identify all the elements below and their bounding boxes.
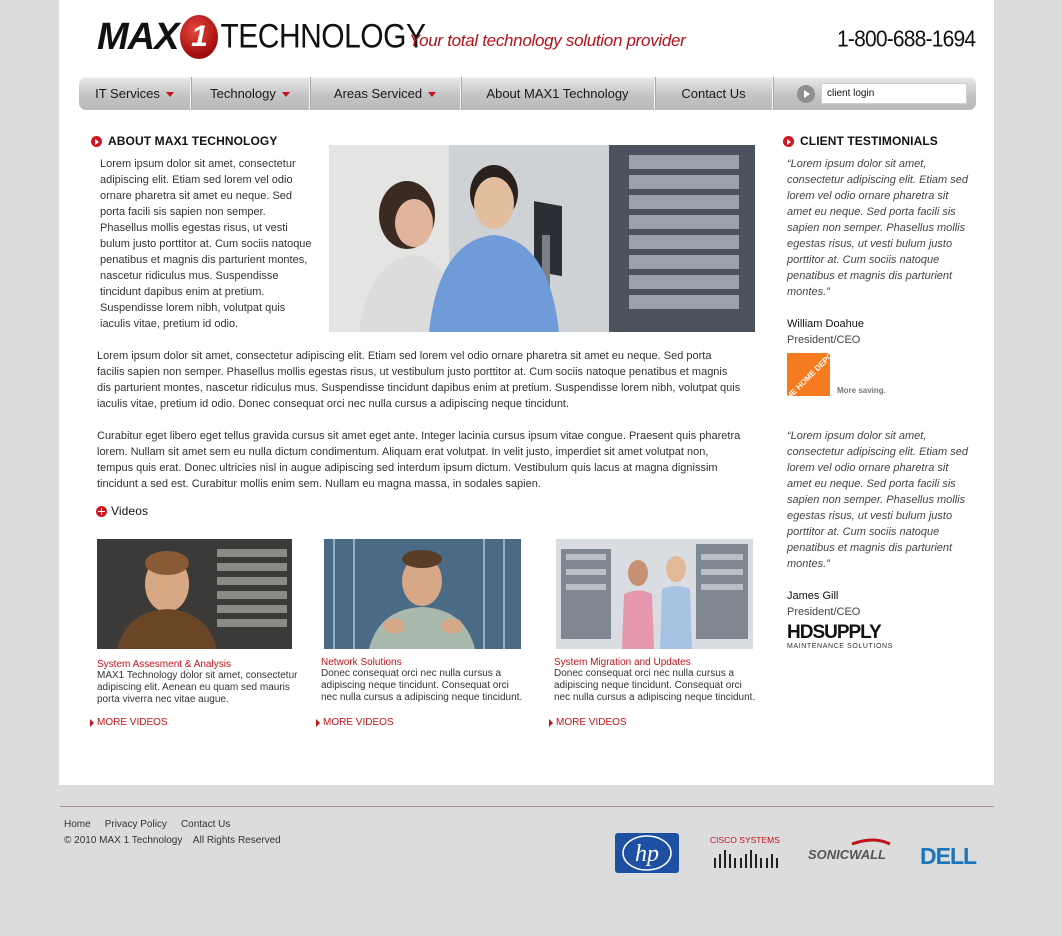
dell-text: DELL: [920, 843, 977, 869]
video-description: Donec consequat orci nec nulla cursus a adipiscing neque tincidunt. Consequat orci nec nulla cursus a adipiscing neque tincidunt.: [321, 668, 523, 703]
video-card: [97, 539, 302, 706]
sonicwall-logo: [808, 838, 892, 869]
hp-logo-mark: [615, 833, 679, 873]
logo-text: THE HOME DEPOT: [781, 347, 839, 405]
cisco-text: CISCO SYSTEMS: [710, 835, 780, 845]
arrow-right-icon: [90, 719, 94, 727]
about-heading: [91, 134, 277, 148]
footer-link-contact[interactable]: Contact Us: [180, 819, 231, 830]
nav-areas-serviced[interactable]: [310, 77, 461, 110]
more-videos-label: MORE VIDEOS: [97, 717, 168, 728]
video-title[interactable]: Network Solutions: [321, 657, 402, 668]
login-go-icon[interactable]: [797, 85, 815, 103]
author-role: President/CEO: [787, 606, 861, 618]
hero-photo-illustration: [329, 145, 755, 332]
bullet-arrow-icon: [783, 136, 794, 147]
video-thumb-image: [97, 539, 292, 649]
main-nav: [79, 77, 976, 110]
dropdown-arrow-icon: [166, 92, 174, 97]
dropdown-arrow-icon: [282, 92, 290, 97]
testimonial-quote: “Lorem ipsum dolor sit amet, consectetur adipiscing elit. Etiam sed lorem vel odio ornare pharetra sit amet eu neque. Sed porta facili sis sapien non semper. Phasellus mollis egestas risus, ut vesti bulum justo porttitor at. Cum sociis natoque penatibus et magnis dis parturient montes.”: [787, 158, 968, 298]
testimonial-author: [787, 316, 864, 348]
video-title[interactable]: System Migration and Updates: [554, 657, 691, 668]
logo-technology-text: TECHNOLOGY: [220, 17, 426, 56]
bullet-arrow-icon: [91, 136, 102, 147]
sonicwall-text: SONICWALL: [808, 847, 886, 862]
nav-label: Technology: [210, 86, 276, 101]
footer-links: [64, 819, 230, 830]
dell-logo-mark: [920, 843, 992, 867]
cisco-logo-mark: [710, 834, 780, 870]
arrow-right-icon: [316, 719, 320, 727]
sonicwall-logo-mark: [808, 838, 892, 864]
footer-link-home[interactable]: Home: [64, 819, 91, 830]
nav-label: About MAX1 Technology: [486, 86, 629, 101]
about-paragraph-1: Lorem ipsum dolor sit amet, consectetur adipiscing elit. Etiam sed lorem vel odio ornare pharetra sit amet eu neque. Sed porta facilis sapien non semper. Phasellus mollis egestas risus, ut vestibulum justo porttitor at. Cum sociis natoque penatibus et magnis dis parturient montes, nascetur ridiculus mus. Suspendisse tincidunt dapibus enim at pretium. Suspendisse lorem nibh, volutpat quis iaculis vitae, pretium id odio. Donec consequat orci nec nulla cursus a adipiscing neque tincidunt.: [97, 350, 741, 410]
testimonial-quote: “Lorem ipsum dolor sit amet, consectetur adipiscing elit. Etiam sed lorem vel odio ornare pharetra sit amet eu neque. Sed porta facili sis sapien non semper. Phasellus mollis egestas risus, ut vesti bulum justo porttitor at. Cum sociis natoque penatibus et magnis dis parturient montes.”: [787, 430, 968, 570]
testimonial-author: [787, 588, 860, 620]
hero-image: [329, 145, 755, 332]
testimonials-heading: [783, 134, 938, 148]
page-container: [59, 0, 994, 785]
tagline: Your total technology solution provider: [409, 31, 686, 50]
footer-divider: [60, 806, 994, 807]
more-videos-link[interactable]: [90, 717, 168, 728]
more-videos-link[interactable]: [549, 717, 627, 728]
video-thumb-image: [324, 539, 521, 649]
arrow-right-icon: [549, 719, 553, 727]
nav-label: Areas Serviced: [333, 86, 423, 101]
copyright: © 2010 MAX 1 Technology All Rights Reserved: [64, 835, 281, 846]
video-title[interactable]: System Assesment & Analysis: [97, 659, 231, 670]
videos-title: Videos: [111, 504, 149, 518]
client-login: [797, 83, 967, 104]
dropdown-arrow-icon: [428, 92, 436, 97]
nav-about[interactable]: [461, 77, 655, 110]
videos-heading: [96, 504, 148, 518]
video-description: MAX1 Technology dolor sit amet, consectetur adipiscing elit. Aenean eu quam sed mauris porta viverra nec vitae augue.: [97, 670, 298, 705]
hp-logo: [615, 833, 679, 878]
max1-logo[interactable]: [97, 12, 425, 62]
testimonials-title: CLIENT TESTIMONIALS: [800, 134, 938, 148]
nav-label: IT Services: [95, 86, 160, 101]
about-paragraph-2: Curabitur eget libero eget tellus gravida cursus sit amet eget ante. Integer lacinia cursus ipsum vitae congue. Praesent quis pharetra lorem. Nullam sit amet sem eu nulla dictum condimentum. Aliquam erat volutpat. In velit justo, imperdiet sit amet volutpat non, tempus quis erat. Donec ultricies nisl in augue adipiscing sed interdum ipsum dictum. Vestibulum quis lacus at magna dignissim tincidunt a sed est. Curabitur mollis enim sem. Nullam eu magna massa, in sodales sapien.: [97, 430, 741, 490]
logo-slogan: More saving.: [837, 386, 886, 395]
phone-number: 1-800-688-1694: [837, 26, 976, 53]
video-thumb-image: [556, 539, 753, 649]
hd-supply-text: HDSUPPLY: [787, 622, 881, 643]
home-depot-logo: [781, 347, 886, 405]
about-title: ABOUT MAX1 TECHNOLOGY: [108, 134, 278, 148]
more-videos-link[interactable]: [316, 717, 394, 728]
video-thumbnail[interactable]: [556, 539, 753, 649]
hd-supply-sub: MAINTENANCE SOLUTIONS: [787, 643, 893, 650]
video-card: [321, 539, 526, 704]
author-name: William Doahue: [787, 318, 865, 330]
nav-technology[interactable]: [191, 77, 310, 110]
more-videos-label: MORE VIDEOS: [323, 717, 394, 728]
nav-label: Contact Us: [681, 86, 746, 101]
cisco-logo: [710, 834, 780, 875]
logo-one-badge: 1: [180, 15, 218, 59]
author-role: President/CEO: [787, 334, 861, 346]
hd-supply-logo: [787, 624, 893, 650]
author-name: James Gill: [787, 590, 839, 602]
logo-max-text: MAX: [97, 15, 179, 58]
dell-logo: [920, 843, 992, 872]
about-intro: Lorem ipsum dolor sit amet, consectetur adipiscing elit. Etiam sed lorem vel odio ornare pharetra sit amet eu neque. Sed porta facili sis sapien non semper. Phasellus mollis egestas risus, ut vesti bulum justo porttitor at. Cum sociis natoque penatibus et magnis dis parturient montes, nascetur ridiculus mus. Suspendisse tincidunt dapibus enim at pretium. Suspendisse lorem nibh, volutpat quis iaculis vitae, pretium id odio.: [100, 158, 312, 330]
footer-link-privacy[interactable]: Privacy Policy: [104, 819, 167, 830]
nav-it-services[interactable]: [79, 77, 191, 110]
client-login-input[interactable]: [821, 83, 967, 104]
video-thumbnail[interactable]: [97, 539, 292, 649]
plus-icon: [96, 506, 107, 517]
home-depot-logo-mark: [781, 347, 839, 405]
nav-contact[interactable]: [655, 77, 773, 110]
video-description: Donec consequat orci nec nulla cursus a adipiscing neque tincidunt. Consequat orci nec nulla cursus a adipiscing neque tincidunt.: [554, 668, 756, 703]
video-card: [554, 539, 759, 704]
video-thumbnail[interactable]: [324, 539, 521, 649]
hp-text: hp: [635, 841, 659, 867]
more-videos-label: MORE VIDEOS: [556, 717, 627, 728]
